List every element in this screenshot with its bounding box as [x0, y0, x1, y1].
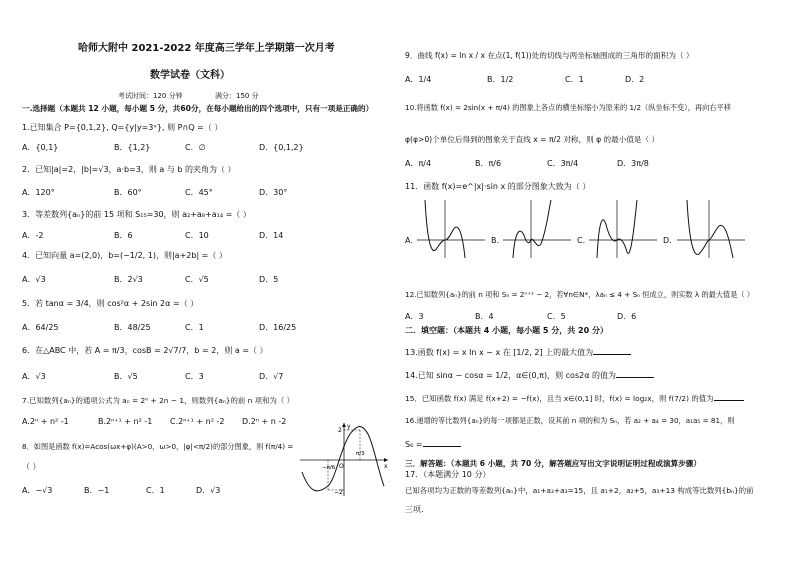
q3-option-c: C．10 [185, 231, 209, 240]
q11-graph-b [501, 198, 573, 260]
q9-stem: 9．曲线 f(x) = ln x / x 在点(1, f(1))处的切线与两坐标轴围成的三角形的面积为（ ） [405, 51, 694, 60]
q3-option-b: B．6 [114, 231, 133, 240]
q5-option-b: B．48/25 [114, 323, 151, 332]
q1-option-d: D．{0,1,2} [259, 143, 304, 152]
q10-option-b: B．π/6 [475, 159, 502, 168]
q17-heading: 17．（本题满分 10 分） [405, 470, 491, 479]
x-left-label: −π/6 [322, 465, 336, 471]
exam-time: 考试时间：120 分钟 [118, 92, 183, 100]
q11-stem: 11．函数 f(x)=e^|x|·sin x 的部分图象大致为（ ） [405, 182, 591, 191]
exam-score: 满分：150 分 [215, 92, 259, 100]
q5-option-a: A．64/25 [22, 323, 59, 332]
q5-stem: 5．若 tanα = 3/4，则 cos²α + 2sin 2α =（ ） [22, 299, 199, 308]
exam-title: 哈师大附中 2021-2022 年度高三学年上学期第一次月考 [78, 43, 335, 54]
q4-option-b: B．2√3 [114, 275, 143, 284]
y-bottom-label: −2 [334, 489, 343, 496]
q11-graph-a [415, 198, 487, 260]
q1-option-b: B．{1,2} [114, 143, 151, 152]
q9-option-c: C．1 [565, 75, 584, 84]
q4-stem: 4．已知向量 a=(2,0)，b=(−1/2, 1)，则|a+2b| =（ ） [22, 251, 227, 260]
q10-option-a: A．π/4 [405, 159, 432, 168]
q12-option-c: C．5 [547, 312, 566, 321]
q2-option-b: B．60° [114, 188, 142, 197]
q8-paren: （ ） [22, 462, 41, 471]
q14-stem [405, 369, 654, 381]
q13-stem [405, 346, 631, 358]
q8-option-b: B．−1 [84, 486, 110, 495]
q4-option-c: C．√5 [185, 275, 209, 284]
q10-line1: 10.将函数 f(x) = 2sin(x + π/4) 的图象上各点的横坐标缩小为原来的 1/2（纵坐标不变），再向右平移 [405, 103, 731, 112]
q11-option-c: C. [577, 236, 586, 245]
q5-option-c: C．1 [185, 323, 204, 332]
q9-option-d: D．2 [625, 75, 645, 84]
q10-option-c: C．3π/4 [547, 159, 579, 168]
section-choice-heading: 一.选择题（本题共 12 小题，每小题 5 分，共60分，在每小题给出的四个选项中，只有一项是正确的） [22, 104, 374, 113]
q17-line2: 三项. [405, 505, 424, 514]
q17-line1: 已知各项均为正数的等差数列{aₙ}中，a₁+a₂+a₃=15，且 a₁+2，a₂+5，a₃+13 构成等比数列{bₙ}的前 [405, 486, 754, 495]
q2-option-d: D．30° [259, 188, 288, 197]
q10-option-d: D．3π/8 [617, 159, 649, 168]
y-axis-label: y [347, 423, 351, 430]
q16-answer-blank[interactable] [423, 438, 461, 447]
q15-answer-blank[interactable] [714, 392, 744, 401]
cosine-curve [302, 427, 384, 491]
y-axis-arrow [342, 423, 346, 427]
right-column [397, 0, 794, 561]
q13-answer-blank[interactable] [593, 346, 631, 355]
q8-option-d: D．√3 [196, 486, 221, 495]
q11-option-d: D. [663, 236, 672, 245]
q2-option-a: A．120° [22, 188, 55, 197]
q4-option-d: D．5 [259, 275, 279, 284]
q12-stem: 12.已知数列{aₙ}的前 n 项和 Sₙ = 2ⁿ⁺¹ − 2，若∀n∈N*，λaₙ ≤ 4 + Sₙ 恒成立，则实数 λ 的最大值是（ ） [405, 290, 755, 299]
x-right-label: π/3 [356, 451, 365, 457]
q3-option-d: D．14 [259, 231, 284, 240]
q7-stem: 7.已知数列{aₙ}的通项公式为 aₙ = 2ⁿ + 2n − 1，则数列{aₙ}的前 n 项和为（ ） [22, 396, 294, 405]
q16-line2 [405, 438, 461, 450]
q2-stem: 2．已知|a|=2，|b|=√3，a·b=3，则 a 与 b 的夹角为（ ） [22, 165, 236, 174]
q11-graph-d [675, 198, 747, 260]
q12-option-d: D．6 [617, 312, 637, 321]
q6-stem: 6．在△ABC 中，若 A = π/3，cosB = 2√7/7，b = 2，则 a =（ ） [22, 346, 268, 355]
q14-text: 14.已知 sinα − cosα = 1/2，α∈(0,π)，则 cos2α 的值为 [405, 371, 617, 380]
q2-option-c: C．45° [185, 188, 213, 197]
q16-line1: 16.递增的等比数列{aₙ}的每一项都是正数，设其前 n 项的和为 Sₙ，若 a₂ + a₄ = 30，a₁a₅ = 81，则 [405, 416, 735, 425]
q14-answer-blank[interactable] [616, 369, 654, 378]
section-fill-heading: 二．填空题：（本题共 4 小题，每小题 5 分，共 20 分） [405, 326, 608, 335]
q6-option-b: B．√5 [114, 372, 138, 381]
q8-option-c: C．1 [146, 486, 165, 495]
q7-option-c: C.2ⁿ⁺¹ + n² -2 [170, 417, 225, 426]
q9-option-a: A．1/4 [405, 75, 432, 84]
q3-stem: 3．等差数列{aₙ}的前 15 项和 S₁₅=30，则 a₂+a₈+a₁₄ =（ ） [22, 210, 251, 219]
origin-label: O [339, 463, 344, 470]
q9-option-b: B．1/2 [487, 75, 514, 84]
q15-text: 15．已知函数 f(x) 满足 f(x+2) = −f(x)，且当 x∈(0,1] 时，f(x) = log₂x，则 f(7/2) 的值为 [405, 394, 714, 403]
q6-option-d: D．√7 [259, 372, 284, 381]
q7-option-a: A.2ⁿ + n² -1 [22, 417, 69, 426]
q6-option-a: A．√3 [22, 372, 46, 381]
q3-option-a: A．-2 [22, 231, 44, 240]
q1-stem: 1.已知集合 P={0,1,2}, Q={y|y=3ˣ}, 则 P∩Q =（ ） [22, 123, 223, 132]
x-axis-label: x [384, 463, 388, 470]
x-axis-arrow [384, 458, 388, 462]
q15-stem [405, 392, 744, 404]
q7-option-d: D.2ⁿ + n -2 [242, 417, 287, 426]
q11-option-b: B. [491, 236, 500, 245]
q12-option-a: A．3 [405, 312, 424, 321]
q16-text: S₆ = [405, 440, 423, 449]
q5-option-d: D．16/25 [259, 323, 297, 332]
q13-text: 13.函数 f(x) = x ln x − x 在 [1/2, 2] 上的最大值为 [405, 348, 594, 357]
q11-graph-c [587, 198, 659, 260]
q4-option-a: A．√3 [22, 275, 46, 284]
q1-option-c: C．∅ [185, 143, 206, 152]
q8-stem: 8．如图是函数 f(x)=Acos(ωx+φ)(A>0，ω>0，|φ|<π/2)的部分图象，则 f(π/4) = [22, 442, 294, 451]
q12-option-b: B．4 [475, 312, 494, 321]
q8-cosine-graph [298, 420, 392, 500]
exam-subtitle: 数学试卷（文科） [150, 70, 230, 81]
q8-option-a: A．−√3 [22, 486, 53, 495]
q6-option-c: C．3 [185, 372, 204, 381]
q10-line2: φ(φ>0)个单位后得到的图象关于直线 x = π/2 对称，则 φ 的最小值是（ ） [405, 135, 660, 144]
y-top-label: 2 [338, 427, 342, 434]
q1-option-a: A．{0,1} [22, 143, 59, 152]
q11-option-a: A. [405, 236, 413, 245]
q7-option-b: B.2ⁿ⁺¹ + n² -1 [98, 417, 153, 426]
section-solve-heading: 三．解答题：（本题共 6 小题，共 70 分，解答题应写出文字说明证明过程或演算步骤） [405, 459, 701, 468]
